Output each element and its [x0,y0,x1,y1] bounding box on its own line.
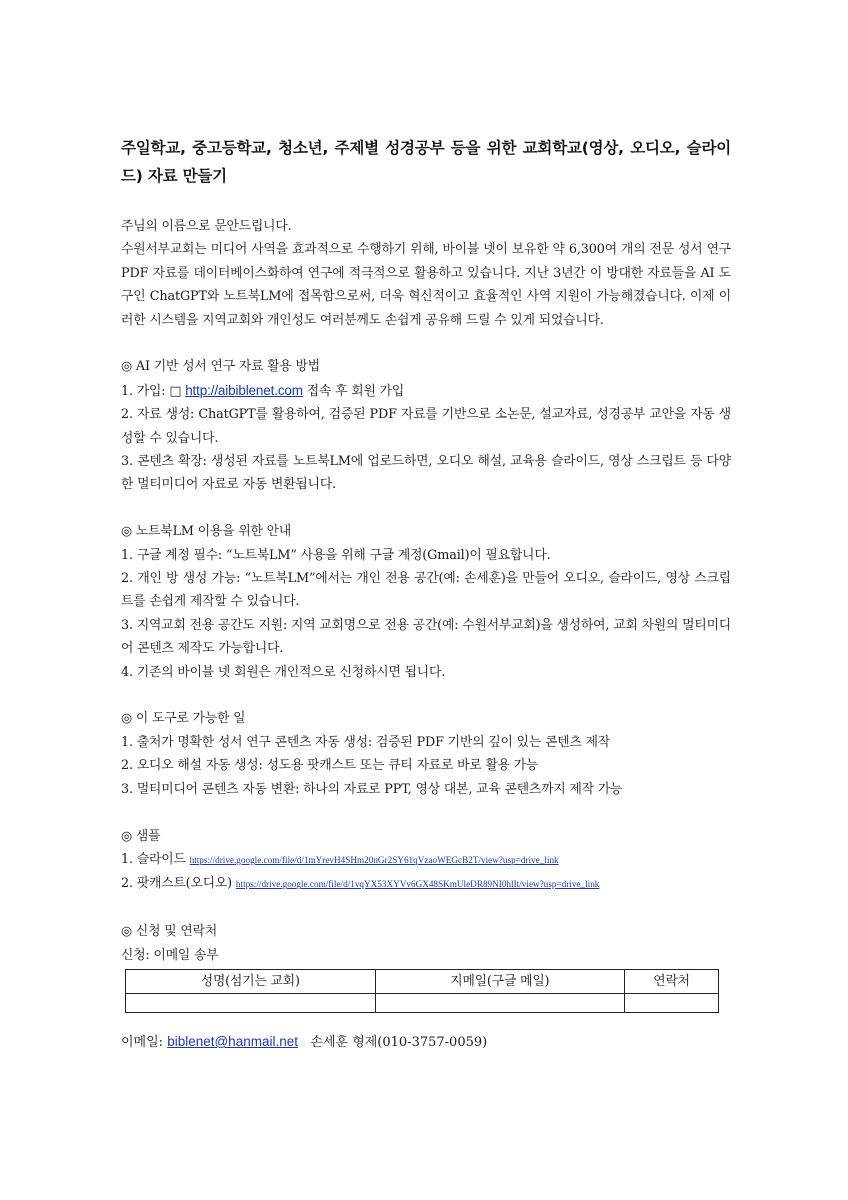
cell-gmail[interactable] [375,994,625,1013]
application-table-row [126,994,719,1013]
header-name: 성명(섬기는 교회) [126,969,376,993]
cell-name[interactable] [126,994,376,1013]
header-gmail: 지메일(구글 메일) [375,969,625,993]
signup-prefix: 1. 가입: □ [121,383,186,399]
contact-line [121,1031,487,1054]
greeting: 주님의 이름으로 문안드립니다. [121,219,292,234]
sample-slide-link[interactable]: https://drive.google.com/file/d/1mYrevH4SHm20nGr2SY61qVzaoWEGcB2T/view?usp=drive_link [189,854,559,865]
apply-method: 신청: 이메일 송부 [121,947,219,963]
contact-person: 손세훈 형제(010-3757-0059) [297,1035,488,1050]
section-ai-item-3: 3. 콘텐츠 확장: 생성된 자료를 노트북LM에 업로드하면, 오디오 해설, 교육용 슬라이드, 영상 스크립트 등 다양한 멀티미디어 자료로 자동 변환됩니다. [121,454,731,493]
sample-slide [121,848,731,872]
signup-suffix: 접속 후 회원 가입 [302,383,405,399]
intro-paragraph: 수원서부교회는 미디어 사역을 효과적으로 수행하기 위해, 바이블 넷이 보유한 약 6,300여 개의 전문 성서 연구 PDF 자료를 데이터베이스화하여 연구에 적극적으로 활용하고 있습니다. 지난 3년간 이 방대한 자료들을 AI 도구인 ChatGPT와 노트북LM에 접목함으로써, 더욱 혁신적이고 효율적인 사역 지원이 가능해졌습니다. 이제 이러한 시스템을 지역교회와 개인성도 여러분께도 손쉽게 공유해 드릴 수 있게 되었습니다. [121,242,731,328]
sample-podcast [121,872,731,896]
sample-slide-label: 1. 슬라이드 [121,851,190,867]
section-capabilities-item-2: 2. 오디오 해설 자동 생성: 성도용 팟캐스트 또는 큐티 자료로 바로 활용 가능 [121,758,539,774]
section-notebook-item-1: 1. 구글 계정 필수: “노트북LM” 사용을 위해 구글 계정(Gmail)이 필요합니다. [121,547,551,563]
section-capabilities-heading: ◎ 이 도구로 가능한 일 [121,711,246,727]
document-title: 주일학교, 중고등학교, 청소년, 주제별 성경공부 등을 위한 교회학교(영상, 오디오, 슬라이드) 자료 만들기 [121,139,731,185]
header-phone: 연락처 [625,969,719,993]
section-notebook-item-4: 4. 기존의 바이블 넷 회원은 개인적으로 신청하시면 됩니다. [121,664,446,680]
sample-podcast-label: 2. 팟캐스트(오디오) [121,876,236,892]
application-table-header-row [126,969,719,993]
section-notebook-item-3: 3. 지역교회 전용 공간도 지원: 지역 교회명으로 전용 공간(예: 수원서부교회)을 생성하여, 교회 차원의 멀티미디어 콘텐츠 제작도 가능합니다. [121,617,731,657]
section-samples-heading: ◎ 샘플 [121,828,161,844]
document-body [121,215,731,1013]
section-capabilities-item-3: 3. 멀티미디어 콘텐츠 자동 변환: 하나의 자료로 PPT, 영상 대본, 교육 콘텐츠까지 제작 가능 [121,781,623,797]
section-ai-item-2: 2. 자료 생성: ChatGPT를 활용하여, 검증된 PDF 자료를 기반으로 소논문, 설교자료, 성경공부 교안을 자동 생성할 수 있습니다. [121,407,731,446]
section-notebook-item-2: 2. 개인 방 생성 가능: “노트북LM”에서는 개인 전용 공간(예: 손세훈)을 만들어 오디오, 슬라이드, 영상 스크립트를 손쉽게 제작할 수 있습니다. [121,571,731,610]
sample-podcast-link[interactable]: https://drive.google.com/file/d/1vqYX53XYVv6GX48SKmUleDR89NI0hlIt/view?usp=drive_link [235,879,600,890]
section-capabilities-item-1: 1. 출처가 명확한 성서 연구 콘텐츠 자동 생성: 검증된 PDF 기반의 깊이 있는 콘텐츠 제작 [121,734,610,750]
application-table [125,969,719,1013]
email-label: 이메일: [121,1035,168,1050]
section-ai-item-1 [121,379,731,403]
section-notebook-heading: ◎ 노트북LM 이용을 위한 안내 [121,524,292,540]
cell-phone[interactable] [625,994,719,1013]
aibiblenet-link[interactable]: http://aibiblenet.com [185,382,303,398]
email-link[interactable]: biblenet@hanmail.net [167,1034,298,1049]
section-contact-heading: ◎ 신청 및 연락처 [121,924,218,940]
section-ai-heading: ◎ AI 기반 성서 연구 자료 활용 방법 [121,359,320,375]
